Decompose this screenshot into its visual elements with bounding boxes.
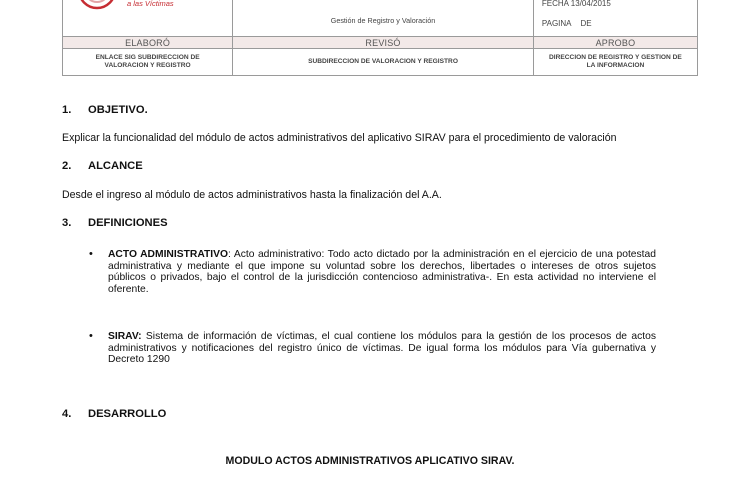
definition-text: : Acto administrativo: Todo acto dictado por la administración en el ejercicio de una potestad administrativa y mediante el que impone su voluntad sobre los derechos, libertades o intereses de otros sujetos públicos o privados, bajo el control de la jurisdicción contencioso administrativa-. En esta actividad no interviene el oferente. (108, 249, 656, 295)
objetivo-text: Explicar la funcionalidad del módulo de actos administrativos del aplicativo SIRAV para el procedimiento de valoración (62, 132, 617, 144)
name-elaboro: ENLACE SIG SUBDIRECCION DE VALORACION Y REGISTRO (63, 49, 233, 76)
section-heading-alcance: 2. ALCANCE (62, 160, 143, 172)
definition-term: ACTO ADMINISTRATIVO (108, 249, 229, 260)
section-heading-objetivo: 1. OBJETIVO. (62, 104, 148, 116)
institution-seal-icon (75, 0, 119, 10)
header-meta-cell (533, 0, 697, 37)
desarrollo-module-title: MODULO ACTOS ADMINISTRATIVOS APLICATIVO SIRAV. (225, 455, 515, 467)
alcance-text: Desde el ingreso al módulo de actos administrativos hasta la finalización del A.A. (62, 189, 442, 201)
name-aprobo: DIRECCION DE REGISTRO Y GESTION DE LA INFORMACION (533, 49, 697, 76)
document-header-table (62, 0, 698, 76)
role-elaboro: ELABORÓ (63, 37, 233, 49)
name-reviso: SUBDIRECCION DE VALORACION Y REGISTRO (233, 49, 534, 76)
definition-text: Sistema de información de víctimas, el cual contiene los módulos para la gestión de los procesos de actos administrativos y notificaciones del registro único de víctimas. De igual forma los módulos para Vía gubernativa y Decreto 1290 (108, 331, 656, 365)
document-subtitle: Gestión de Registro y Valoración (330, 16, 436, 25)
role-reviso: REVISÓ (233, 37, 534, 49)
role-aprobo: APROBO (533, 37, 697, 49)
definition-acto-administrativo (108, 249, 656, 295)
section-heading-desarrollo: 4. DESARROLLO (62, 408, 167, 420)
section-heading-definiciones: 3. DEFINICIONES (62, 217, 168, 229)
logo-cell (63, 0, 233, 37)
pagina-label: PAGINA DE (541, 19, 592, 28)
header-subtitle-cell (233, 0, 534, 37)
bullet-icon: • (89, 248, 93, 260)
definition-sirav (108, 331, 656, 366)
bullet-icon: • (89, 330, 93, 342)
logo-text: a las Víctimas (127, 0, 174, 8)
definition-term: SIRAV: (108, 331, 142, 342)
fecha-label: FECHA 13/04/2015 (541, 0, 611, 8)
